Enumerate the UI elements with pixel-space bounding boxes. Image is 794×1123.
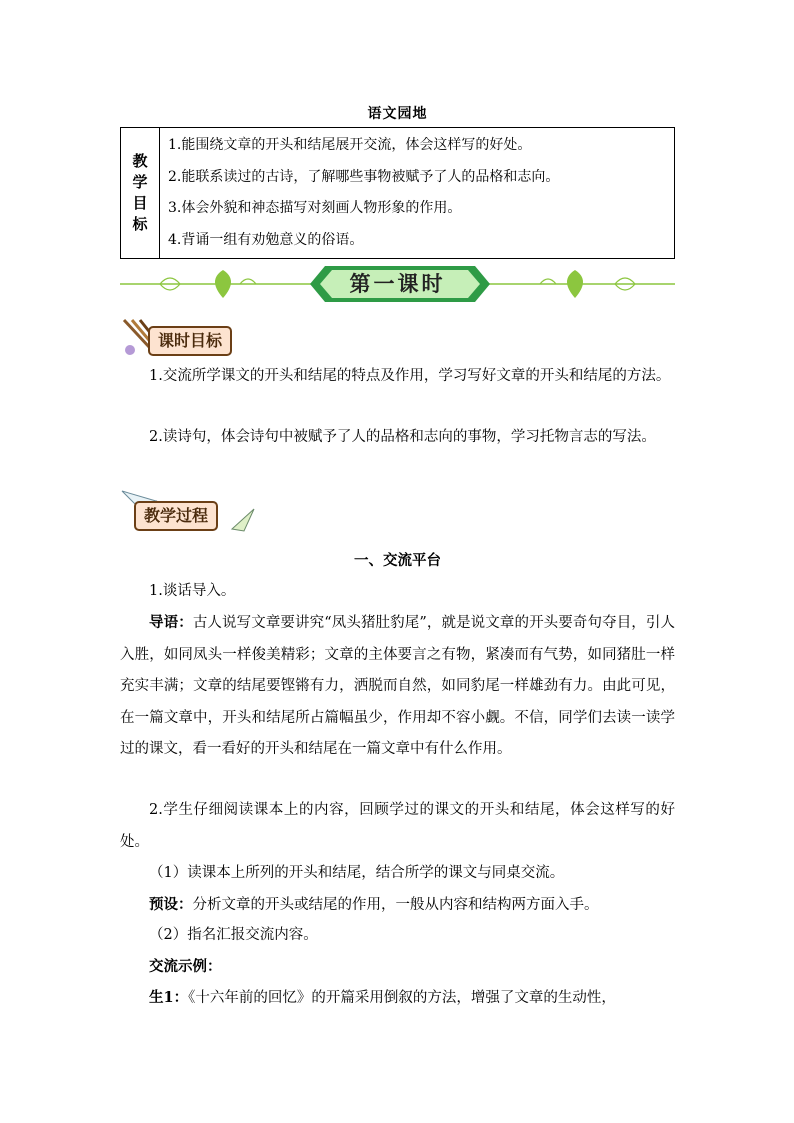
lesson-goal-item: 2.读诗句，体会诗句中被赋予了人的品格和志向的事物，学习托物言志的写法。 [149,429,656,445]
lesson-goal-item: 1.交流所学课文的开头和结尾的特点及作用，学习写好文章的开头和结尾的方法。 [149,368,671,384]
goals-header-char: 标 [132,215,148,233]
goal-item: 2.能联系读过的古诗，了解哪些事物被赋予了人的品格和志向。 [168,168,560,185]
goal-item: 3.体会外貌和神态描写对刻画人物形象的作用。 [168,200,462,216]
student-paragraph [120,982,675,1015]
teaching-process-tag [120,487,270,535]
student-text: 《十六年前的回忆》的开篇采用倒叙的方法，增强了文章的生动性， [188,990,616,1006]
document-title: 语文园地 [367,106,428,122]
paper-plane-icon [230,507,256,533]
preset-label: 预设： [149,896,193,913]
teaching-process-label: 教学过程 [134,501,218,531]
teaching-goals-table [120,127,675,259]
step-text: 2.学生仔细阅读课本上的内容，回顾学过的课文的开头和结尾，体会这样写的好处。 [120,802,675,850]
goal-item: 4.背诵一组有劝勉意义的俗语。 [168,231,364,248]
sub-step-text: （1）读课本上所列的开头和结尾，结合所学的课文与同桌交流。 [149,865,565,881]
sub-step-text: （2）指名汇报交流内容。 [149,927,318,943]
goals-list-cell [160,128,675,259]
goal-item: 1.能围绕文章的开头和结尾展开交流，体会这样写的好处。 [168,137,532,153]
goals-header-cell [121,128,160,259]
step-text: 1.谈话导入。 [149,583,236,599]
preset-text: 分析文章的开头或结尾的作用，一般从内容和结构两方面入手。 [192,897,599,913]
goals-header-char: 目 [132,194,148,212]
lead-text: 古人说写文章要讲究“凤头猪肚豹尾”，就是说文章的开头要奇句夺目，引人入胜，如同凤头一样俊美精彩；文章的主体要言之有物，紧凑而有气势，如同猪肚一样充实丰满；文章的结尾要铿锵有力，洒脱而自然，如同豹尾一样雄劲有力。由此可见，在一篇文章中，开头和结尾所占篇幅虽少，作用却不容小觑。不信，同学们去读一读学过的课文，看一看好的开头和结尾在一篇文章中有什么作用。 [120,615,676,757]
goals-header-char: 学 [132,173,148,191]
section-title: 一、交流平台 [354,552,441,569]
lesson-goals-tag [120,318,270,366]
lesson-banner-title: 第一课时 [349,272,446,296]
lead-label: 导语： [149,614,193,631]
example-label: 交流示例： [149,958,222,975]
lead-paragraph [120,607,675,766]
goals-header-char: 教 [132,152,148,170]
student-label: 生1： [149,989,189,1006]
lesson-goals-label: 课时目标 [148,326,232,356]
preset-paragraph [120,889,675,922]
